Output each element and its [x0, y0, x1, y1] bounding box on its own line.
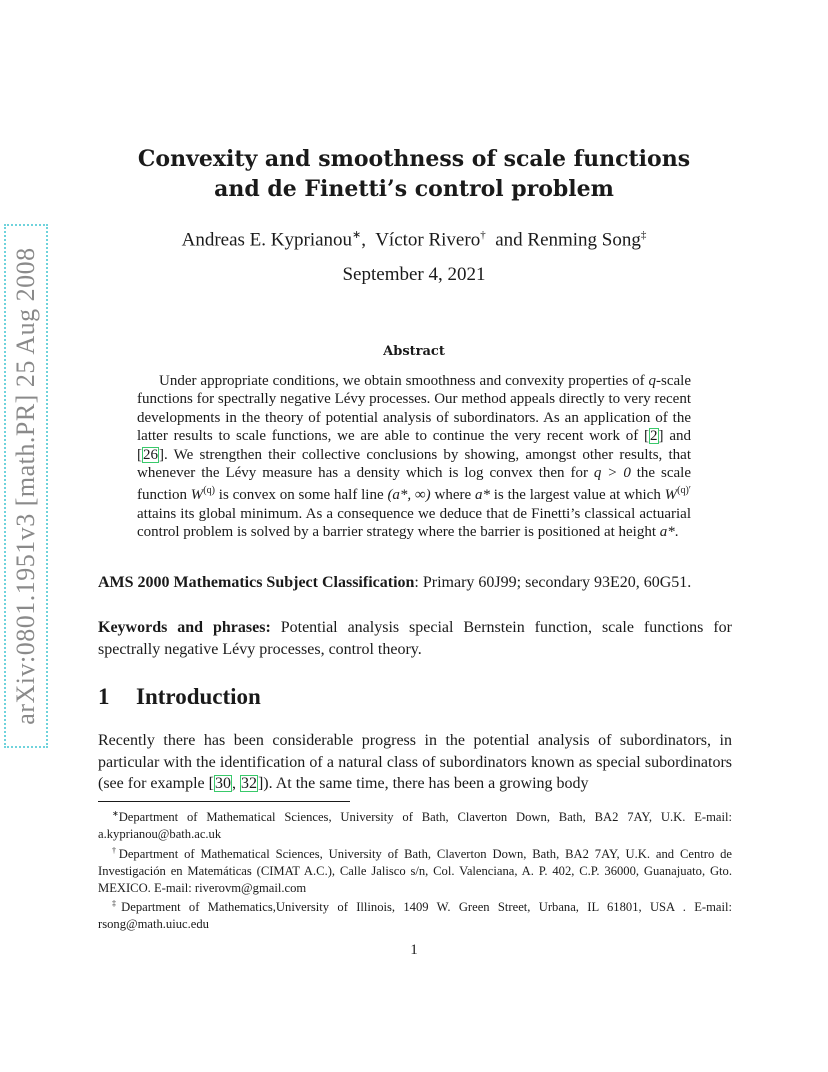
keywords [98, 617, 732, 660]
author-footnote-mark-2[interactable]: † [480, 229, 486, 241]
footnotes [98, 806, 732, 933]
author-kyprianou: Andreas E. Kyprianou [181, 229, 353, 251]
math-a-star: a* [474, 487, 490, 504]
ams-label: AMS 2000 Mathematics Subject Classification [98, 574, 415, 591]
math-q-positive: q > 0 [593, 465, 631, 482]
footnote-text: Department of Mathematical Sciences, University of Bath, Claverton Down, Bath, BA2 7AY, U.K. E-mail: a.kyprianou@bath.ac.uk [98, 810, 732, 841]
intro-text: ). At the same time, there has been a growing body [263, 775, 589, 792]
math-a-star: a* [659, 524, 675, 541]
footnote-text: Department of Mathematical Sciences, University of Bath, Claverton Down, Bath, BA2 7AY, U.K. and Centro de Investigación en Matemáticas (CIMAT A.C.), Calle Jalisco s/n, Col. Valenciana, A. P. 402, C.P. 36000, Guanajuato, Gto. MEXICO. E-mail: riverovm@gmail.com [98, 846, 733, 895]
intro-text: Recently there has been considerable progress in the potential analysis of subordinators, in particular with the identification of a natural class of subordinators known as special subordinators (see for example [98, 732, 732, 792]
section-title: Introduction [136, 684, 261, 709]
abstract-text: is the largest value at which [489, 487, 665, 504]
citation-link-30[interactable]: 30 [214, 775, 231, 792]
footnote-3 [98, 896, 732, 933]
footnote-text: Department of Mathematics,University of Illinois, 1409 W. Green Street, Urbana, IL 61801, USA . E-mail: rsong@math.uiuc.edu [98, 900, 732, 932]
section-number: 1 [98, 684, 110, 709]
footnote-mark: ‡ [112, 899, 122, 909]
intro-separator: , [231, 775, 240, 792]
page-number: 1 [410, 942, 418, 958]
abstract-text: . We strengthen their collective conclusions by showing, amongst other results, that whenever the Lévy measure has a density which is log convex then for [137, 446, 691, 482]
intro-paragraph [98, 730, 732, 795]
section-heading [98, 684, 261, 710]
publication-date: September 4, 2021 [342, 264, 486, 285]
author-list: Andreas E. Kyprianou∗, Víctor Rivero† and Renming Song‡ [181, 229, 647, 251]
citation-link-2[interactable]: 2 [650, 428, 658, 445]
abstract-body: Under appropriate conditions, we obtain smoothness and convexity properties of q-scale functions for spectrally negative Lévy processes. Our method appeals directly to very recent developments in the theory of potential analysis of subordinators. As an application of the latter results to scale functions, we are able to continue the very recent work of [2] and [26]. We strengthen their collective conclusions by showing, amongst other results, that whenever the Lévy measure has a density which is log convex then for q > 0 the scale function $W^{(q)}$ is convex on some half line (a*, ∞) where a* is the largest value at which $W^{(q)'}$ attains its global minimum. As a consequence we deduce that de Finetti’s classical actuarial control problem is solved by a barrier strategy where the barrier is positioned at height a*. [137, 373, 691, 541]
author-footnote-mark-3[interactable]: ‡ [640, 229, 647, 241]
math-half-line: (a*, ∞) [387, 487, 431, 504]
title-line-1: Convexity and smoothness of scale functions [137, 146, 691, 172]
footnote-2 [98, 843, 732, 897]
author-song: Renming Song [527, 229, 641, 251]
abstract-text: where [430, 487, 475, 504]
math-W-prime-superscript: (q)′ [677, 485, 691, 497]
math-W-superscript: (q) [203, 485, 215, 497]
abstract-text: -scale functions for spectrally negative Lévy processes. Our method appeals directly to very recent developments in the theory of potential analysis of subordinators. As an application of the latter results to scale functions, we are able to continue the very recent work of [137, 373, 691, 445]
arxiv-identifier-stamp: arXiv:0801.1951v3 [math.PR] 25 Aug 2008 [4, 224, 48, 748]
abstract-text: the scale function [137, 465, 691, 504]
title-line-2: and de Finetti’s control problem [214, 176, 614, 202]
abstract-text: attains its global minimum. As a consequence we deduce that de Finetti’s classical actuarial control problem is solved by a barrier strategy where the barrier is positioned at height [137, 505, 691, 541]
citation-link-32[interactable]: 32 [240, 775, 257, 792]
ams-classification [98, 572, 732, 594]
abstract-text: and [663, 428, 691, 445]
footnote-rule [98, 801, 350, 802]
keywords-label: Keywords and phrases: [98, 619, 271, 636]
footnote-1 [98, 806, 732, 843]
abstract-heading: Abstract [383, 344, 445, 359]
abstract-text: Under appropriate conditions, we obtain smoothness and convexity properties of [159, 373, 649, 389]
author-footnote-mark-1[interactable]: ∗ [352, 229, 362, 241]
footnote-mark: ∗ [112, 809, 119, 818]
abstract-text: is convex on some half line [214, 487, 388, 504]
citation-link-26[interactable]: 26 [143, 446, 158, 463]
footnote-mark: † [112, 845, 119, 855]
intro-bracket: [ [208, 775, 214, 792]
ams-text: : Primary 60J99; secondary 93E20, 60G51. [414, 574, 692, 591]
author-rivero: Víctor Rivero [375, 229, 481, 251]
math-q: q [648, 373, 657, 389]
abstract-text: . [674, 524, 679, 541]
intro-bracket: ] [257, 775, 264, 792]
keywords-text: Potential analysis special Bernstein function, scale functions for spectrally negative Lévy processes, control theory. [98, 619, 733, 658]
paper-title [0, 144, 828, 204]
math-W: W [190, 487, 204, 504]
author-conjunction: and [495, 229, 523, 251]
math-W-prime: W [664, 487, 678, 504]
